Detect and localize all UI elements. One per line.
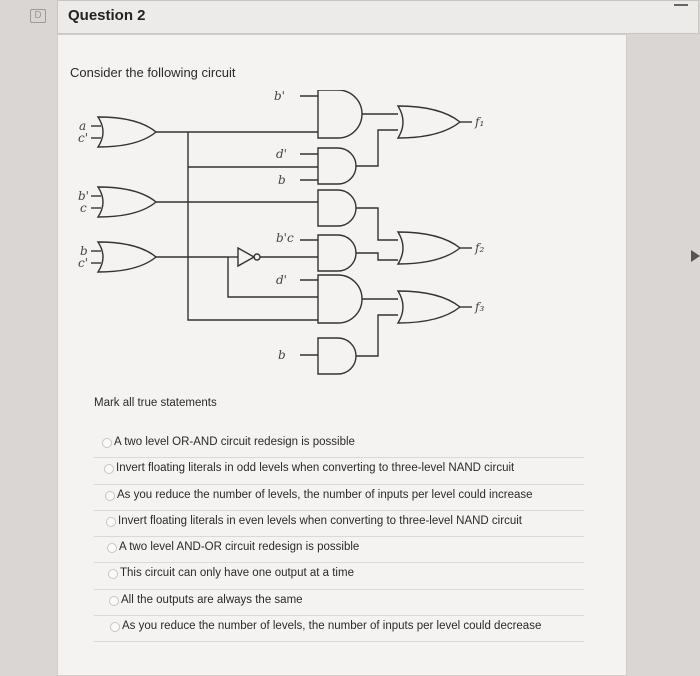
option-4[interactable]: A two level AND-OR circuit redesign is possible bbox=[94, 537, 584, 563]
checkbox[interactable] bbox=[107, 543, 117, 553]
checkbox[interactable] bbox=[106, 517, 116, 527]
gate-label-b-2: b bbox=[278, 348, 286, 362]
gate-label-b-prime: b' bbox=[274, 90, 285, 103]
checkbox[interactable] bbox=[102, 438, 112, 448]
option-6[interactable]: All the outputs are always the same bbox=[94, 590, 584, 616]
instruction-text: Mark all true statements bbox=[94, 397, 217, 409]
question-card bbox=[57, 34, 627, 676]
output-label-f1: f₁ bbox=[475, 115, 485, 129]
input-label-c-prime-2: c' bbox=[78, 256, 89, 270]
question-header bbox=[57, 0, 699, 34]
output-label-f3: f₃ bbox=[475, 300, 485, 314]
checkbox[interactable] bbox=[108, 569, 118, 579]
gate-label-b: b bbox=[278, 173, 286, 187]
output-label-f2: f₂ bbox=[475, 241, 485, 255]
option-7[interactable]: As you reduce the number of levels, the number of inputs per level could decrease bbox=[94, 616, 584, 642]
checkbox[interactable] bbox=[110, 622, 120, 632]
question-prompt: Consider the following circuit bbox=[70, 65, 236, 80]
checkbox[interactable] bbox=[109, 596, 119, 606]
checkbox[interactable] bbox=[105, 491, 115, 501]
input-label-a: a bbox=[79, 119, 87, 133]
gate-label-d-prime: d' bbox=[276, 147, 287, 161]
answer-options bbox=[94, 432, 584, 642]
next-arrow-icon[interactable] bbox=[691, 250, 700, 262]
option-1[interactable]: Invert floating literals in odd levels when converting to three-level NAND circuit bbox=[94, 458, 584, 484]
gate-label-bc: b'c bbox=[276, 231, 294, 245]
bookmark-icon[interactable]: D bbox=[30, 9, 46, 23]
input-label-c-prime-1: c' bbox=[78, 131, 89, 145]
circuit-diagram bbox=[78, 90, 518, 390]
checkbox[interactable] bbox=[104, 464, 114, 474]
input-label-b-prime: b' bbox=[78, 189, 89, 203]
input-label-b: b bbox=[80, 244, 88, 258]
option-0[interactable]: A two level OR-AND circuit redesign is possible bbox=[94, 432, 584, 458]
question-title: Question 2 bbox=[68, 7, 146, 24]
input-label-c: c bbox=[80, 201, 87, 215]
gate-label-d-prime-2: d' bbox=[276, 273, 287, 287]
option-3[interactable]: Invert floating literals in even levels when converting to three-level NAND circuit bbox=[94, 511, 584, 537]
collapse-icon[interactable] bbox=[674, 1, 688, 6]
option-5[interactable]: This circuit can only have one output at a time bbox=[94, 563, 584, 589]
option-2[interactable]: As you reduce the number of levels, the number of inputs per level could increase bbox=[94, 485, 584, 511]
